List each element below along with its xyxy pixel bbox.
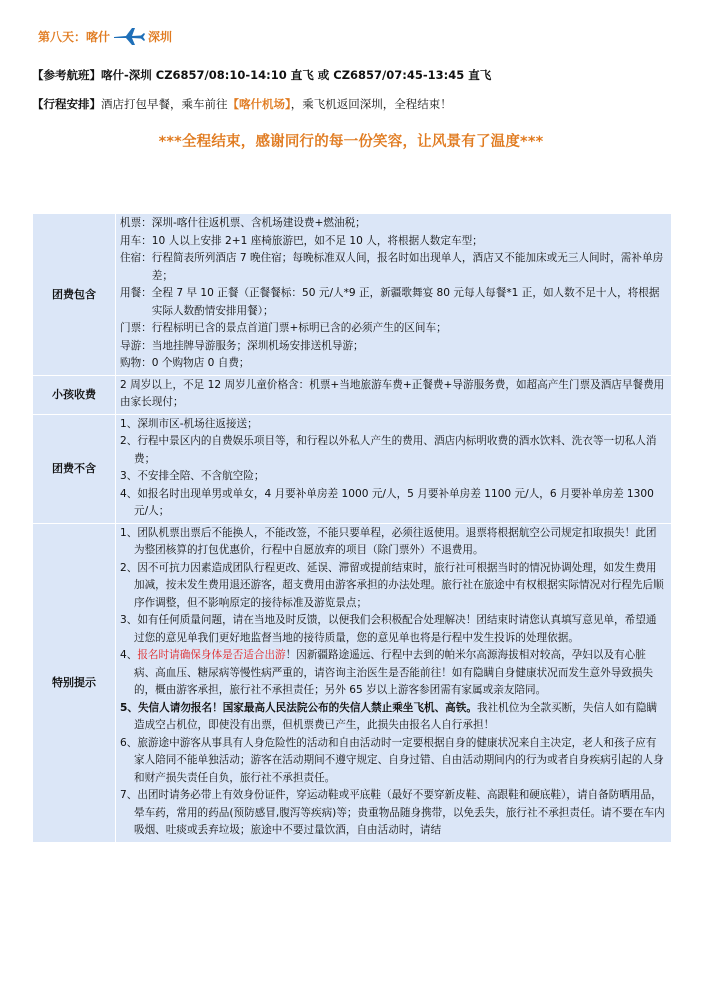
notes-row [33, 523, 672, 842]
note-bold: 5、失信人请勿报名！国家最高人民法院公布的失信人禁止乘坐飞机、高铁。 [120, 701, 477, 714]
note-item: 6、旅游途中游客从事具有人身危险性的活动和自由活动时一定要根据自身的健康状况来自主决定，老人和孩子应有家人陪同不能单独活动；游客在活动期间不遵守规定、自身过错、自由活动期间内的行为或者自身疾病引起的人身和财产损失责任自负，旅行社不承担责任。 [120, 736, 664, 784]
note-item: 7、出团时请务必带上有效身份证件，穿运动鞋或平底鞋（最好不要穿新皮鞋、高跟鞋和硬底鞋），请自备防晒用品，晕车药，常用的药品(预防感冒,腹泻等疾病)等；贵重物品随身携带，以免丢失，旅行社不承担责任。请不要在车内吸烟、吐痰或丢弃垃圾；旅途中不要过量饮酒，自由活动时，请结 [120, 789, 665, 836]
excluded-content [116, 414, 672, 523]
day-from: 第八天：喀什 [38, 29, 111, 44]
included-item: 门票： 行程标明已含的景点首道门票+标明已含的必须产生的区间车； [120, 322, 447, 334]
itinerary-tag: 【行程安排】 [32, 97, 101, 111]
note-item: 1、团队机票出票后不能换人，不能改签，不能只要单程，必须往返使用。退票将根据航空公司规定扣取损失！此团为整团核算的打包优惠价，行程中自愿放弃的项目（除门票外）不退费用。 [120, 526, 657, 556]
itinerary-pre: 酒店打包早餐，乘车前往 [101, 97, 228, 111]
itinerary-post: ，乘飞机返回深圳，全程结束！ [290, 97, 452, 111]
note-warning: 报名时请确保身体是否适合出游 [137, 649, 286, 661]
note-item: 5、失信人请勿报名！国家最高人民法院公布的失信人禁止乘坐飞机、高铁。我社机位为全款买断，失信人如有隐瞒造成空占机位，即使没有出票，但机票费已产生，此损失由报名人自行承担！ [120, 701, 658, 731]
included-item: 导游： 当地挂牌导游服务；深圳机场安排送机导游； [120, 339, 364, 352]
included-item: 用餐： 全程 7 早 10 正餐（正餐餐标：50 元/人*9 正，新疆歌舞宴 80 元每人每餐*1 正，如人数不足十人，将根据实际人数酌情安排用餐）； [120, 287, 660, 317]
excluded-item: 4、如报名时出现单男或单女，4 月要补单房差 1000 元/人，5 月要补单房差 1100 元/人，6 月要补单房差 1300 元/人； [120, 487, 654, 517]
notes-content [116, 523, 672, 842]
child-content: 2 周岁以上，不足 12 周岁儿童价格含：机票+当地旅游车费+正餐费+导游服务费，如超高产生门票及酒店早餐费用由家长现付； [116, 375, 672, 414]
child-label: 小孩收费 [33, 375, 116, 414]
itinerary-line [32, 96, 452, 112]
excluded-item: 2、行程中景区内的自费娱乐项目等，和行程以外私人产生的费用、酒店内标明收费的酒水饮料、洗衣等一切私人消费； [120, 435, 657, 465]
closing-message: ***全程结束，感谢同行的每一份笑容，让风景有了温度*** [158, 134, 544, 150]
included-item: 住宿： 行程简表所列酒店 7 晚住宿；每晚标准双人间，报名时如出现单人，酒店又不能加床或无三人间时，需补单房差； [120, 252, 664, 282]
itinerary-place: 【喀什机场】 [227, 97, 291, 111]
excluded-row [33, 414, 672, 523]
flight-text: 喀什-深圳 CZ6857/08:10-14:10 直飞 或 CZ6857/07:45-13:45 直飞 [101, 68, 492, 82]
included-content [116, 214, 672, 376]
included-row [33, 214, 672, 376]
info-table [32, 213, 672, 843]
note-item: 2、因不可抗力因素造成团队行程更改、延误、滞留或提前结束时，旅行社可根据当时的情况协调处理，如发生费用加减，按未发生费用退还游客，超支费用由游客承担的办法处理。旅行社在旅途中有权根据实际情况对行程先后顺序作调整，但不影响原定的接待标准及游览景点； [120, 561, 664, 609]
excluded-item: 3、不安排全陪、不含航空险； [120, 470, 265, 482]
excluded-label: 团费不含 [33, 414, 116, 523]
child-row [33, 375, 672, 414]
excluded-item: 1、深圳市区-机场往返接送； [120, 417, 258, 430]
flight-tag: 【参考航班】 [32, 68, 101, 82]
notes-label: 特别提示 [33, 523, 116, 842]
included-label: 团费包含 [33, 214, 116, 376]
included-item: 购物： 0 个购物店 0 自费； [120, 357, 250, 369]
note-item: 3、如有任何质量问题，请在当地及时反馈，以便我们会积极配合处理解决！团结束时请您认真填写意见单，希望通过您的意见单我们更好地监督当地的接待质量，您的意见单也将是行程中发生投诉的处理依据。 [120, 614, 657, 644]
day-title [38, 26, 172, 46]
note-item: 4、报名时请确保身体是否适合出游！因新疆路途遥远、行程中去到的帕米尔高源海拔相对较高，孕妇以及有心脏病、高血压、糖尿病等慢性病严重的，请咨询主治医生是否能前往！如有隐瞒自身健康状况而发生意外导致损失的，概由游客承担，旅行社不承担责任；另外 65 岁以上游客参团需有家属或亲友陪同。 [120, 649, 654, 696]
flight-line [32, 67, 491, 83]
included-item: 机票： 深圳-喀什往返机票、含机场建设费+燃油税； [120, 217, 366, 229]
included-item: 用车： 10 人以上安排 2+1 座椅旅游巴，如不足 10 人，将根据人数定车型； [120, 234, 483, 247]
airplane-icon [112, 26, 146, 46]
day-to: 深圳 [148, 29, 173, 44]
